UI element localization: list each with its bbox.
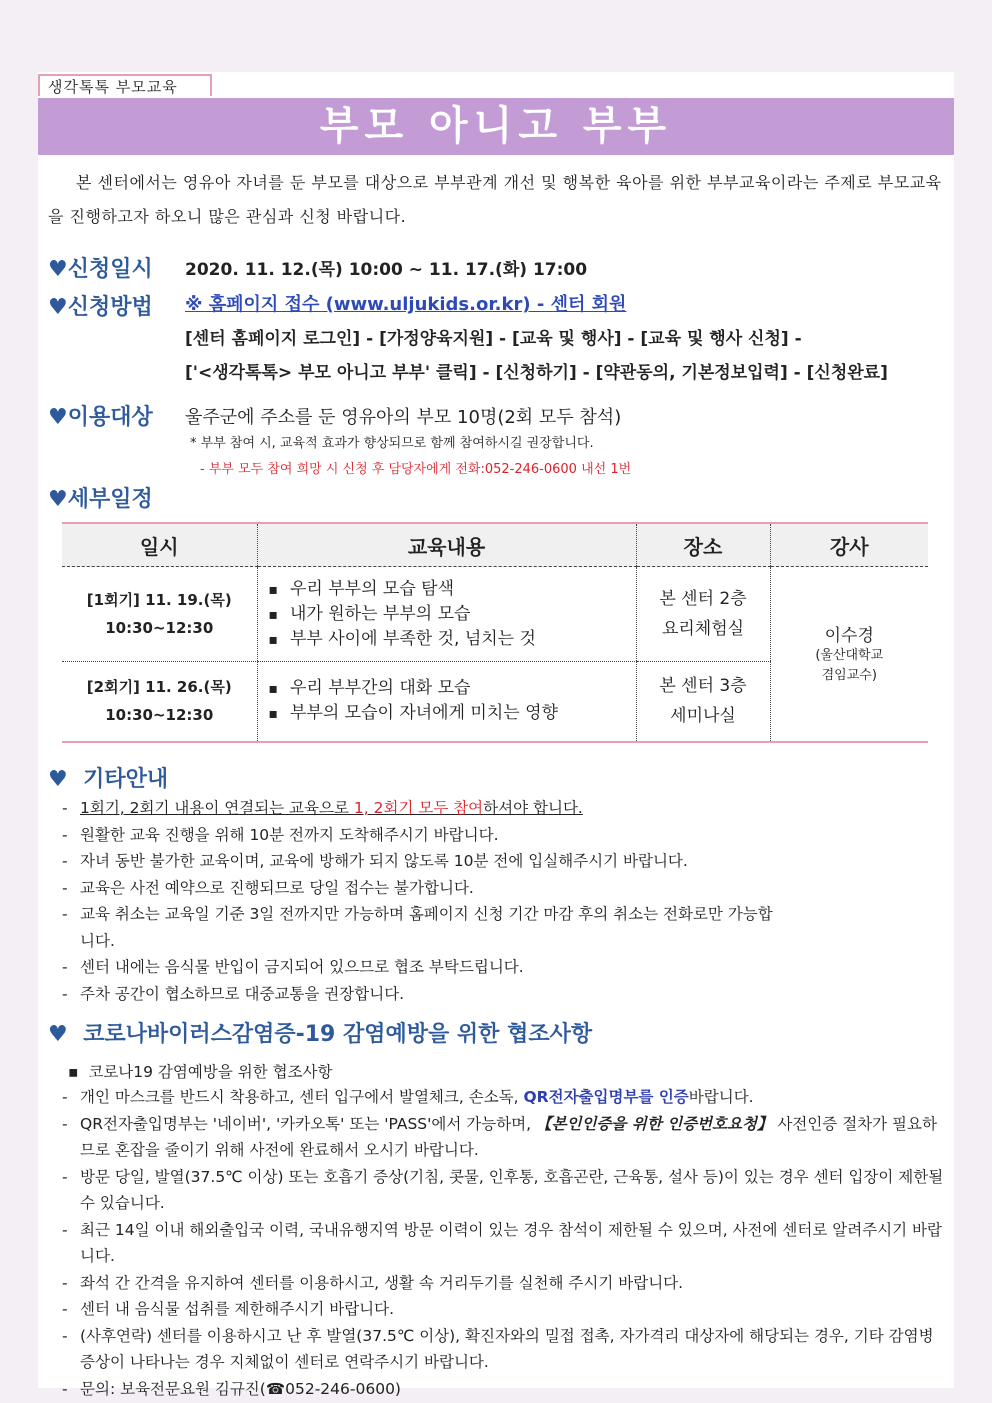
section-apply-method <box>48 290 153 321</box>
list-item: - 최근 14일 이내 해외출입국 이력, 국내유행지역 방문 이력이 있는 경우 참석이 제한될 수 있으며, 사전에 센터로 알려주시기 바랍니다. <box>62 1217 946 1270</box>
intro-body: 본 센터에서는 영유아 자녀를 둔 부모를 대상으로 부부관계 개선 및 행복한 육아를 위한 부부교육이라는 주제로 부모교육을 진행하고자 하오니 많은 관심과 신청 바랍니다. <box>48 173 942 226</box>
etc-first-tail: 하셔야 합니다. <box>483 799 583 817</box>
list-item: ▪ 우리 부부간의 대화 모습 <box>269 676 635 701</box>
session-place <box>636 662 770 742</box>
list-item: - 좌석 간 간격을 유지하여 센터를 이용하시고, 생활 속 거리두기를 실천해 주시기 바랍니다. <box>62 1270 946 1297</box>
list-item: ▪ 내가 원하는 부부의 모습 <box>269 602 635 627</box>
section-target <box>48 400 153 431</box>
heart-icon: ♥ <box>48 257 68 282</box>
list-item: - 원활한 교육 진행을 위해 10분 전까지 도착해주시기 바랍니다. <box>62 822 946 849</box>
covid-item2-tail: 사전인증 절차가 필요하므로 혼잡을 줄이기 위해 사전에 완료해서 오시기 바랍니다. <box>80 1114 937 1159</box>
session-content <box>257 567 636 662</box>
heart-icon: ♥ <box>48 767 68 792</box>
heart-icon: ♥ <box>48 295 68 320</box>
contact-info: - 문의: 보육전문요원 김규진(☎052-246-0600) <box>62 1376 946 1403</box>
covid-item2-text: QR전자출입명부는 '네이버', '카카오톡' 또는 'PASS'에서 가능하며, <box>80 1114 536 1133</box>
section-label: 이용대상 <box>67 405 153 430</box>
session-date-text: [2회기] 11. 26.(목) <box>86 678 232 697</box>
session-date-text: [1회기] 11. 19.(목) <box>86 591 232 609</box>
session-content <box>257 662 636 742</box>
covid-subhead-text: 코로나19 감염예방을 위한 협조사항 <box>88 1063 333 1081</box>
place-room: 세미나실 <box>670 706 736 727</box>
session-date <box>62 662 257 742</box>
session-place <box>636 567 770 662</box>
place-line: 본 센터 3층 <box>659 676 747 697</box>
session-time-text: 10:30~12:30 <box>105 619 214 637</box>
header-lecturer: 강사 <box>770 523 928 567</box>
place-line: 본 센터 2층 <box>659 589 747 609</box>
homepage-link-text[interactable]: ※ 홈페이지 접수 (www.uljukids.or.kr) - 센터 회원 <box>185 294 627 315</box>
square-bullet-icon: ▪ <box>68 1063 89 1081</box>
list-item: - 교육 취소는 교육일 기준 3일 전까지만 가능하며 홈페이지 신청 기간 마감 후의 취소는 전화로만 가능합니다. <box>62 901 780 954</box>
section-apply-period <box>48 252 153 283</box>
apply-steps-line2: ['<생각톡톡> 부모 아니고 부부' 클릭] - [신청하기] - [약관동의, 기본정보입력] - [신청완료] <box>185 363 888 383</box>
place-room: 요리체험실 <box>661 619 745 639</box>
heart-icon: ♥ <box>48 1022 68 1047</box>
category-tag: 생각톡톡 부모교육 <box>38 74 212 96</box>
list-item: - 센터 내에는 음식물 반입이 금지되어 있으므로 협조 부탁드립니다. <box>62 954 946 981</box>
list-item <box>62 1084 946 1111</box>
lecturer-position: 겸임교수) <box>821 668 877 684</box>
list-item: ▪ 부부의 모습이 자녀에게 미치는 영향 <box>269 701 635 726</box>
section-etc <box>48 762 168 793</box>
list-item: - 방문 당일, 발열(37.5℃ 이상) 또는 호흡기 증상(기침, 콧물, 인후통, 호흡곤란, 근육통, 설사 등)이 있는 경우 센터 입장이 제한될 수 있습니다. <box>62 1164 946 1217</box>
list-item: - 교육은 사전 예약으로 진행되므로 당일 접수는 불가합니다. <box>62 875 946 902</box>
target-value: 울주군에 주소를 둔 영유아의 부모 10명(2회 모두 참석) <box>185 407 622 428</box>
etc-first-highlight: 1, 2회기 모두 참여 <box>353 799 484 817</box>
list-item <box>62 1111 946 1164</box>
lecturer-name: 이수경 <box>824 626 874 647</box>
homepage-link[interactable] <box>185 290 626 316</box>
list-item: ▪ 우리 부부의 모습 탐색 <box>269 577 635 602</box>
table-header-row <box>62 523 928 567</box>
list-item: - (사후연락) 센터를 이용하시고 난 후 발열(37.5℃ 이상), 확진자와의 밀접 접촉, 자가격리 대상자에 해당되는 경우, 기타 감염병 증상이 나타나는 경우 지체없이 센터로 연락주시기 바랍니다. <box>62 1323 946 1376</box>
covid-item1-highlight: QR전자출입명부를 인증 <box>523 1088 689 1106</box>
etc-first-text: 1회기, 2회기 내용이 연결되는 교육으로 <box>80 799 354 817</box>
list-item <box>62 795 946 822</box>
target-note: * 부부 참여 시, 교육적 효과가 향상되므로 함께 참여하시길 권장합니다. <box>190 436 594 451</box>
etc-list <box>62 795 946 1007</box>
apply-period-value: 2020. 11. 12.(목) 10:00 ~ 11. 17.(화) 17:00 <box>185 260 588 280</box>
schedule-table <box>62 522 928 743</box>
header-place: 장소 <box>636 523 770 567</box>
section-covid <box>48 1017 592 1048</box>
list-item: ▪ 부부 사이에 부족한 것, 넘치는 것 <box>269 627 635 652</box>
header-content: 교육내용 <box>257 523 636 567</box>
section-label: 코로나바이러스감염증-19 감염예방을 위한 협조사항 <box>83 1022 593 1047</box>
list-item: - 자녀 동반 불가한 교육이며, 교육에 방해가 되지 않도록 10분 전에 입실해주시기 바랍니다. <box>62 848 946 875</box>
page-title: 부모 아니고 부부 <box>38 98 954 155</box>
list-item: - 주차 공간이 협소하므로 대중교통을 권장합니다. <box>62 981 946 1008</box>
section-schedule <box>48 482 153 513</box>
intro-text <box>48 166 946 234</box>
header-date: 일시 <box>62 523 257 567</box>
list-item: - 센터 내 음식물 섭취를 제한해주시기 바랍니다. <box>62 1296 946 1323</box>
target-contact-note: - 부부 모두 참여 희망 시 신청 후 담당자에게 전화:052-246-0600 내선 1번 <box>200 462 632 477</box>
section-label: 세부일정 <box>67 487 153 512</box>
heart-icon: ♥ <box>48 487 68 512</box>
section-label: 신청방법 <box>67 295 153 320</box>
section-label: 기타안내 <box>83 767 169 792</box>
lecturer-affiliation: (울산대학교 <box>815 648 884 664</box>
heart-icon: ♥ <box>48 405 68 430</box>
covid-subhead <box>68 1060 333 1082</box>
covid-item1-tail: 바랍니다. <box>688 1088 754 1106</box>
covid-item1-text: 개인 마스크를 반드시 착용하고, 센터 입구에서 발열체크, 손소독, <box>80 1088 524 1106</box>
covid-list <box>62 1084 946 1402</box>
table-row <box>62 567 928 662</box>
covid-item2-highlight: 【본인인증을 위한 인증번호요청】 <box>536 1114 773 1133</box>
lecturer-cell <box>770 567 928 742</box>
apply-steps-line1: [센터 홈페이지 로그인] - [가정양육지원] - [교육 및 행사] - [교육 및 행사 신청] - <box>185 329 802 349</box>
section-label: 신청일시 <box>67 257 153 282</box>
session-date <box>62 567 257 662</box>
session-time-text: 10:30~12:30 <box>105 706 214 725</box>
